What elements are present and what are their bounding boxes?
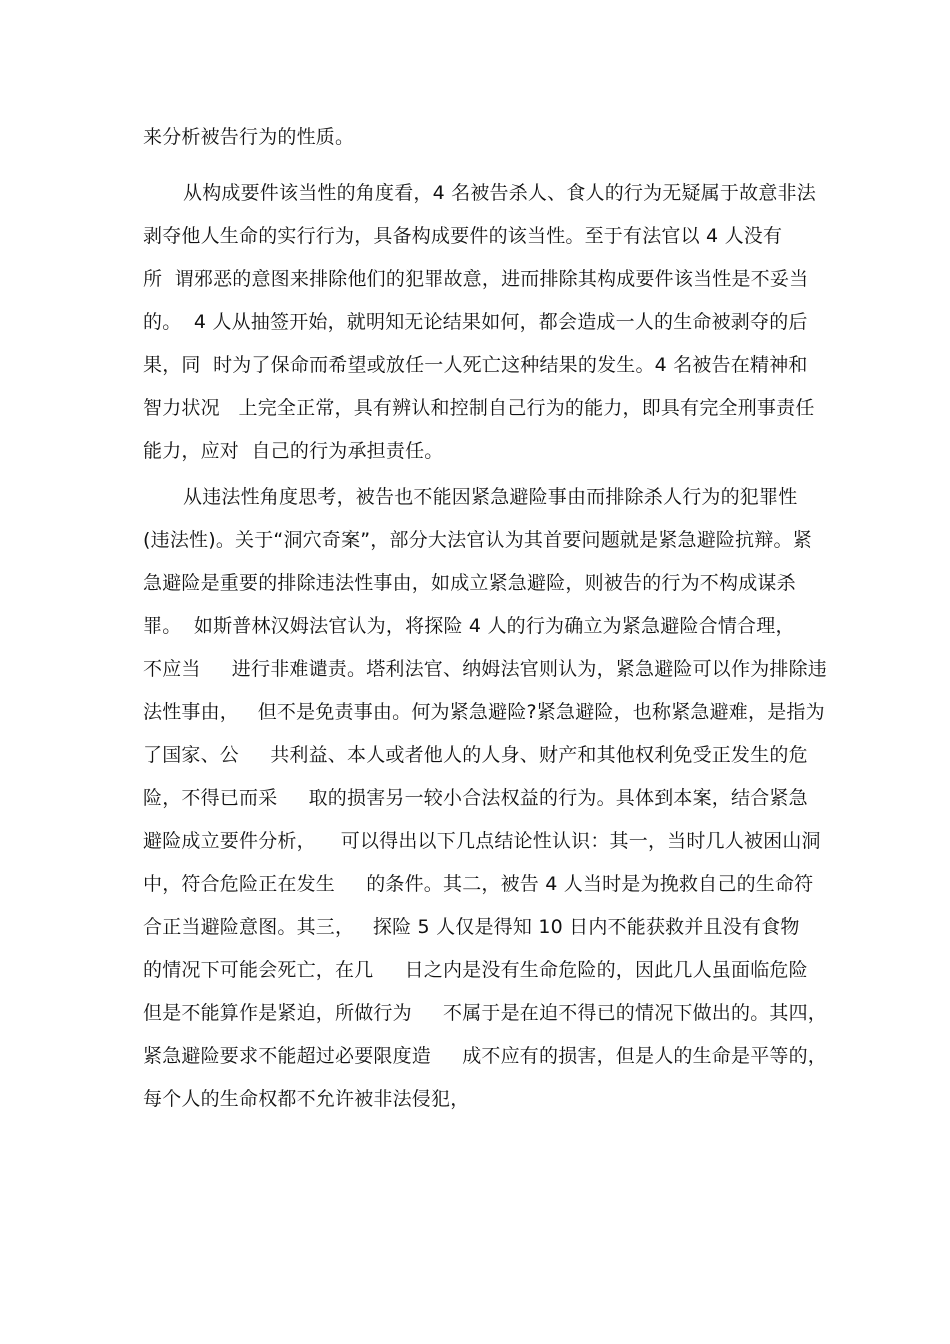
text-line: 能力，应对 自己的行为承担责任。 bbox=[143, 440, 444, 462]
text-line: 合正当避险意图。其三， 探险 5 人仅是得知 10 日内不能获救并且没有食物 bbox=[143, 916, 800, 938]
text-line: 紧急避险要求不能超过必要限度造 成不应有的损害，但是人的生命是平等的， bbox=[143, 1045, 827, 1067]
text-line: 剥夺他人生命的实行行为，具备构成要件的该当性。至于有法官以 4 人没有 bbox=[143, 225, 783, 247]
text-line: 险，不得已而采 取的损害另一较小合法权益的行为。具体到本案，结合紧急 bbox=[143, 787, 808, 809]
text-line: 了国家、公 共利益、本人或者他人的人身、财产和其他权利免受正发生的危 bbox=[143, 744, 808, 766]
text-line: 果，同 时为了保命而希望或放任一人死亡这种结果的发生。4 名被告在精神和 bbox=[143, 354, 808, 376]
text-line: 从构成要件该当性的角度看，4 名被告杀人、食人的行为无疑属于故意非法 bbox=[183, 182, 816, 204]
text-line: 来分析被告行为的性质。 bbox=[143, 126, 355, 148]
text-line: 法性事由， 但不是免责事由。何为紧急避险?紧急避险，也称紧急避难，是指为 bbox=[143, 701, 825, 723]
text-line: 从违法性角度思考，被告也不能因紧急避险事由而排除杀人行为的犯罪性 bbox=[183, 486, 798, 508]
text-line: 每个人的生命权都不允许被非法侵犯， bbox=[143, 1088, 470, 1110]
text-line: 的。 4 人从抽签开始，就明知无论结果如何，都会造成一人的生命被剥夺的后 bbox=[143, 311, 808, 333]
text-line: 避险成立要件分析， 可以得出以下几点结论性认识：其一，当时几人被困山洞 bbox=[143, 830, 821, 852]
text-line: 急避险是重要的排除违法性事由，如成立紧急避险，则被告的行为不构成谋杀 bbox=[143, 572, 796, 594]
text-line: 的情况下可能会死亡，在几 日之内是没有生命危险的，因此几人虽面临危险 bbox=[143, 959, 808, 981]
text-line: 中，符合危险正在发生 的条件。其二，被告 4 人当时是为挽救自己的生命符 bbox=[143, 873, 814, 895]
text-line: 智力状况 上完全正常，具有辨认和控制自己行为的能力，即具有完全刑事责任 bbox=[143, 397, 815, 419]
text-line: 不应当 进行非难谴责。塔利法官、纳姆法官则认为，紧急避险可以作为排除违 bbox=[143, 658, 827, 680]
text-line: 所 谓邪恶的意图来排除他们的犯罪故意，进而排除其构成要件该当性是不妥当 bbox=[143, 268, 809, 290]
text-line: 罪。 如斯普林汉姆法官认为，将探险 4 人的行为确立为紧急避险合情合理， bbox=[143, 615, 795, 637]
text-line: (违法性)。关于“洞穴奇案”，部分大法官认为其首要问题就是紧急避险抗辩。紧 bbox=[143, 529, 812, 551]
text-line: 但是不能算作是紧迫，所做行为 不属于是在迫不得已的情况下做出的。其四， bbox=[143, 1002, 827, 1024]
